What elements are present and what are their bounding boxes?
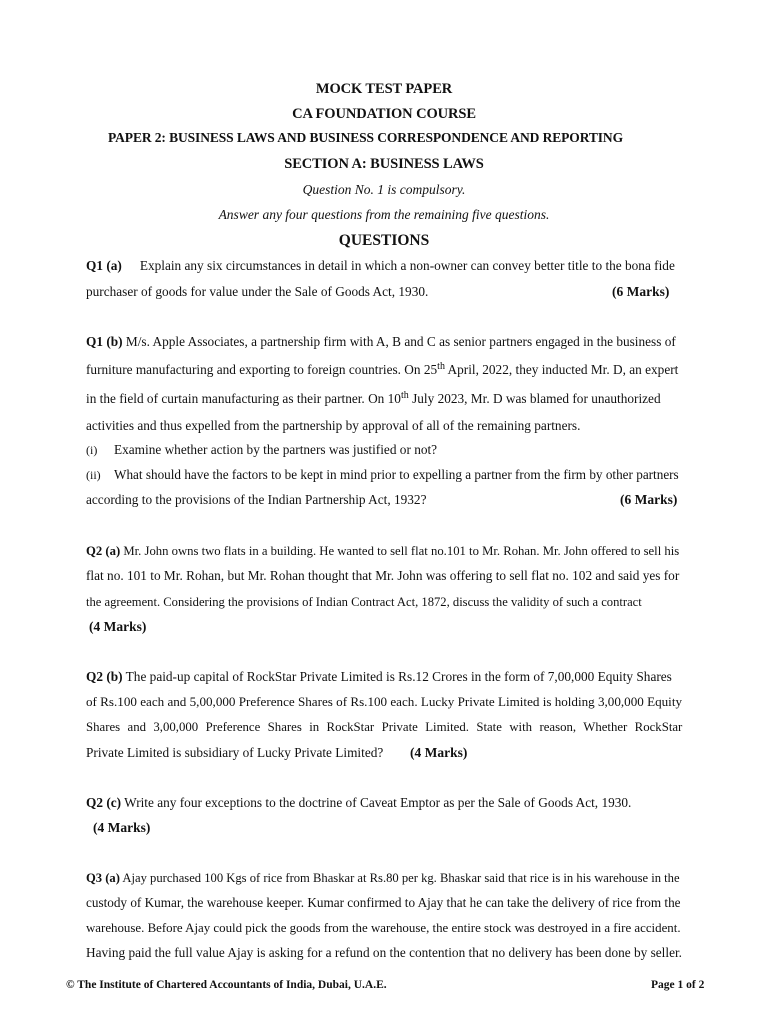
q2b-marks: (4 Marks) [410, 745, 468, 760]
q1a-label: Q1 (a) [86, 258, 122, 273]
q1b-sub-ii: (ii) What should have the factors to be kept in mind prior to expelling a partner from the firm by other partners [86, 467, 679, 482]
paper-title: MOCK TEST PAPER [315, 81, 453, 97]
q2c-marks: (4 Marks) [93, 820, 151, 835]
instruction-answer: Answer any four questions from the remaining five questions. [218, 207, 550, 222]
q1b-label: Q1 (b) [86, 334, 123, 349]
page-number: Page 1 of 2 [651, 979, 705, 991]
q1b-sub-i: (i) Examine whether action by the partners was justified or not? [86, 442, 438, 457]
q2b-line2: of Rs.100 each and 5,00,000 Preference Shares of Rs.100 each. Lucky Private Limited is holding 3,00,000 Equity [86, 694, 683, 709]
q2a-line2: flat no. 101 to Mr. Rohan, but Mr. Rohan thought that Mr. John was offering to sell flat no. 102 and said yes for [86, 568, 680, 583]
q2c-line1: Q2 (c) Write any four exceptions to the doctrine of Caveat Emptor as per the Sale of Goods Act, 1930. [86, 795, 632, 810]
q1b-line1: Q1 (b) M/s. Apple Associates, a partnership firm with A, B and C as senior partners engaged in the business of [86, 334, 676, 349]
q2a-line3: the agreement. Considering the provisions of Indian Contract Act, 1872, discuss the validity of such a contract [86, 595, 642, 609]
footer-copyright: © The Institute of Chartered Accountants of India, Dubai, U.A.E. [66, 979, 387, 991]
q2a-line1: Q2 (a) Mr. John owns two flats in a building. He wanted to sell flat no.101 to Mr. Rohan. Mr. John offered to sell his [86, 544, 680, 558]
q1b-sub-ii-line2: according to the provisions of the Indian Partnership Act, 1932? [86, 492, 427, 507]
q3a-line2: custody of Kumar, the warehouse keeper. Kumar confirmed to Ajay that he can take the delivery of rice from the [86, 895, 681, 910]
q1a-line2: purchaser of goods for value under the Sale of Goods Act, 1930. [86, 284, 429, 299]
section-title: SECTION A: BUSINESS LAWS [284, 156, 484, 172]
q1a-marks: (6 Marks) [612, 284, 670, 299]
q1b-marks: (6 Marks) [620, 492, 678, 507]
q2c-label: Q2 (c) [86, 795, 122, 810]
q2b-line3: Shares and 3,00,000 Preference Shares in RockStar Private Limited. State with reason, Whether RockStar [86, 720, 683, 734]
q2a-label: Q2 (a) [86, 544, 121, 558]
course-title: CA FOUNDATION COURSE [292, 106, 476, 122]
paper-subject: PAPER 2: BUSINESS LAWS AND BUSINESS CORRESPONDENCE AND REPORTING [108, 130, 623, 145]
q3a-line4: Having paid the full value Ajay is asking for a refund on the contention that no delivery has been done by seller. [86, 945, 682, 960]
q3a-line3: warehouse. Before Ajay could pick the goods from the warehouse, the entire stock was destroyed in a fire accident. [86, 921, 681, 935]
q3a-line1: Q3 (a) Ajay purchased 100 Kgs of rice from Bhaskar at Rs.80 per kg. Bhaskar said that rice is in his warehouse in the [86, 871, 680, 885]
q1a-line1: Q1 (a) Explain any six circumstances in detail in which a non-owner can convey better title to the bona fide [86, 258, 675, 273]
q1b-line2: furniture manufacturing and exporting to foreign countries. On 25th April, 2022, they inducted Mr. D, an expert [86, 361, 679, 377]
q1b-line3: in the field of curtain manufacturing as their partner. On 10th July 2023, Mr. D was blamed for unauthorized [86, 390, 661, 406]
q3a-label: Q3 (a) [86, 871, 120, 885]
instruction-compulsory: Question No. 1 is compulsory. [302, 182, 466, 197]
q2b-label: Q2 (b) [86, 669, 123, 684]
q2b-line1: Q2 (b) The paid-up capital of RockStar Private Limited is Rs.12 Crores in the form of 7,00,000 Equity Shares [86, 669, 672, 684]
questions-heading: QUESTIONS [338, 232, 430, 249]
q1b-line4: activities and thus expelled from the partnership by approval of all of the remaining partners. [86, 418, 581, 433]
q2b-line4: Private Limited is subsidiary of Lucky Private Limited? [86, 745, 384, 760]
q2a-marks: (4 Marks) [89, 619, 147, 634]
